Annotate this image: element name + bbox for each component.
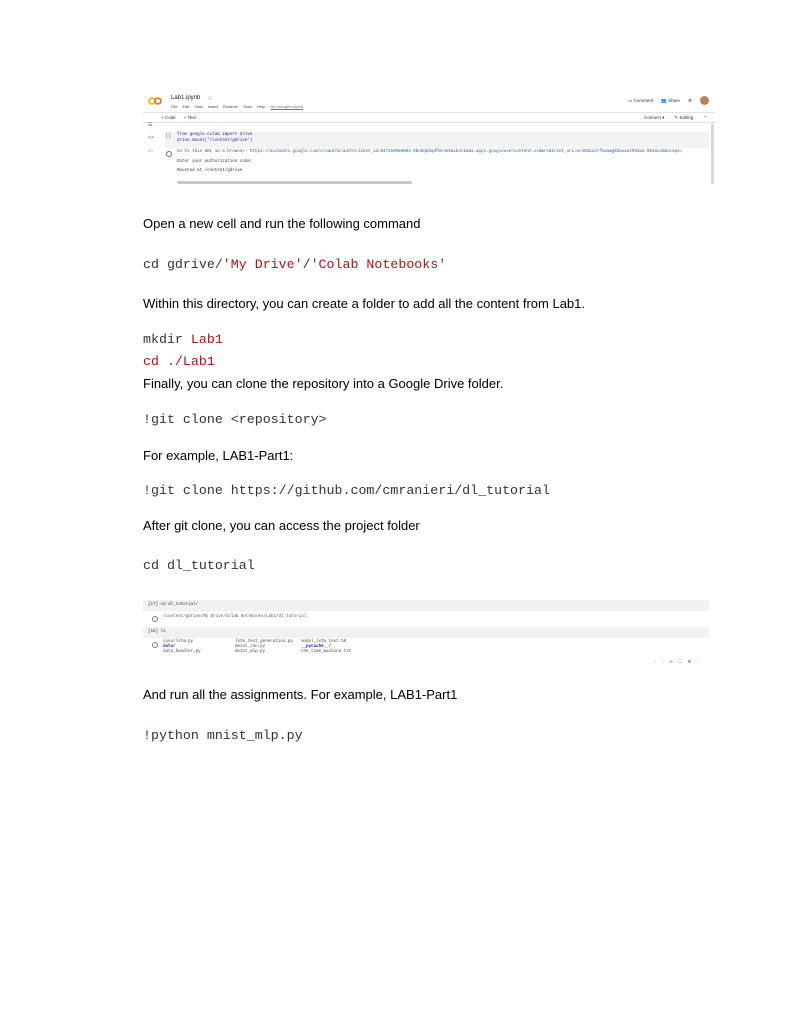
code-git-clone-generic: !git clone <repository> bbox=[143, 412, 327, 427]
code-cell[interactable] bbox=[143, 627, 709, 638]
share-button[interactable]: 👥 Share bbox=[661, 97, 680, 103]
cell-source[interactable]: [17] cd dl_tutorial/ bbox=[148, 603, 199, 607]
menu-runtime[interactable]: Runtime bbox=[222, 104, 238, 109]
add-text-button[interactable]: + Text bbox=[183, 115, 196, 120]
code-cd-tutorial: cd dl_tutorial bbox=[143, 558, 255, 573]
list-item: model_lstm_text.h5 bbox=[301, 640, 347, 644]
list-item: lstm_text_generation.py bbox=[235, 640, 293, 644]
paragraph-create-folder: Within this directory, you can create a folder to add all the content from Lab1. bbox=[143, 296, 585, 311]
divider bbox=[143, 112, 715, 113]
paragraph-open-cell: Open a new cell and run the following command bbox=[143, 216, 421, 231]
add-code-button[interactable]: + Code bbox=[161, 115, 176, 120]
list-item: __pycache__/ bbox=[301, 645, 332, 649]
gear-icon[interactable]: ⚙ bbox=[687, 97, 692, 103]
menu-view[interactable]: View bbox=[194, 104, 203, 109]
horizontal-scrollbar[interactable] bbox=[177, 181, 412, 184]
output-mounted: Mounted at /content/gdrive bbox=[177, 169, 243, 173]
vertical-scrollbar[interactable] bbox=[711, 124, 714, 184]
code-cd-gdrive: cd gdrive/'My Drive'/'Colab Notebooks' bbox=[143, 257, 447, 272]
star-icon[interactable]: ☆ bbox=[207, 96, 213, 102]
cell-run-bracket[interactable]: [ ] bbox=[166, 133, 171, 139]
paragraph-run-assignments: And run all the assignments. For example, LAB1-Part1 bbox=[143, 687, 458, 702]
code-git-clone-example: !git clone https://github.com/cmranieri/dl_tutorial bbox=[143, 483, 550, 498]
colab-logo-icon bbox=[148, 97, 162, 105]
list-item: data_handler.py bbox=[163, 650, 201, 654]
code-python: !python mnist_mlp.py bbox=[143, 728, 303, 743]
toc-icon[interactable]: ☰ bbox=[148, 122, 153, 128]
menu-insert[interactable]: Insert bbox=[207, 104, 218, 109]
code-cell[interactable] bbox=[165, 132, 709, 148]
header-actions bbox=[628, 96, 709, 105]
files-icon[interactable]: ▭ bbox=[148, 148, 153, 154]
cell-source[interactable]: from google.colab import drive drive.mount('/content/gdrive') bbox=[177, 133, 253, 143]
colab-notebook-screenshot bbox=[143, 92, 715, 186]
list-item: mnist_cnn.py bbox=[235, 645, 266, 649]
code-mkdir: mkdir Lab1 bbox=[143, 332, 223, 347]
output-icon bbox=[152, 642, 158, 648]
saved-status[interactable]: All changes saved bbox=[270, 104, 303, 109]
paragraph-example: For example, LAB1-Part1: bbox=[143, 448, 294, 463]
output-prompt: Enter your authorization code: bbox=[177, 159, 253, 164]
menu-tools[interactable]: Tools bbox=[242, 104, 253, 109]
list-item: the_time_machine.txt bbox=[301, 650, 352, 654]
code-snippets-icon[interactable]: <> bbox=[148, 135, 154, 141]
notebook-toolbar bbox=[161, 115, 196, 120]
avatar[interactable] bbox=[700, 96, 709, 105]
cell-toolbar[interactable]: ↑ ↓ ⊖ ☐ ✱ ⋮ bbox=[654, 659, 703, 664]
divider bbox=[143, 122, 715, 123]
code-cd-lab1: cd ./Lab1 bbox=[143, 354, 215, 369]
menu-bar bbox=[171, 104, 303, 109]
cell-output bbox=[165, 150, 709, 179]
cell-source[interactable]: [18] ls bbox=[148, 630, 166, 634]
menu-help[interactable]: Help bbox=[257, 104, 266, 109]
runtime-toolbar bbox=[644, 115, 707, 121]
paragraph-clone: Finally, you can clone the repository into a Google Drive folder. bbox=[143, 376, 504, 391]
left-rail bbox=[148, 122, 154, 154]
connect-button[interactable]: Connect ▾ bbox=[644, 115, 665, 120]
terminal-screenshot bbox=[143, 598, 709, 666]
paragraph-access-folder: After git clone, you can access the project folder bbox=[143, 518, 420, 533]
comment-button[interactable]: ▭ Comment bbox=[628, 97, 654, 103]
ls-output bbox=[163, 640, 371, 655]
notebook-name[interactable]: Lab1.ipynb bbox=[171, 95, 201, 101]
menu-file[interactable]: File bbox=[171, 104, 178, 109]
editing-button[interactable]: ✎ Editing bbox=[674, 115, 694, 120]
collapse-icon[interactable]: ⌃ bbox=[703, 115, 707, 120]
code-cell[interactable] bbox=[143, 600, 709, 611]
output-icon bbox=[152, 616, 158, 622]
list-item: conv/lstm.py bbox=[163, 640, 194, 644]
output-auth-url[interactable]: Go to this URL in a browser: https://accounts.google.com/o/oauth2/auth?client_id=947318989803-6bn6qk8qdfmr4n9aibsokaba.apps.googleusercontent.com&redirect_uri=urn%3aietf%3awg%3aoauth%3a2.0%3aoob&scope= bbox=[177, 150, 683, 154]
list-item: mnist_mlp.py bbox=[235, 650, 266, 654]
cell-output: /content/gdrive/My Drive/Colab Notebooks/Lab1/dl_tutorial bbox=[163, 615, 307, 619]
list-item: data/ bbox=[163, 645, 176, 649]
menu-edit[interactable]: Edit bbox=[182, 104, 190, 109]
